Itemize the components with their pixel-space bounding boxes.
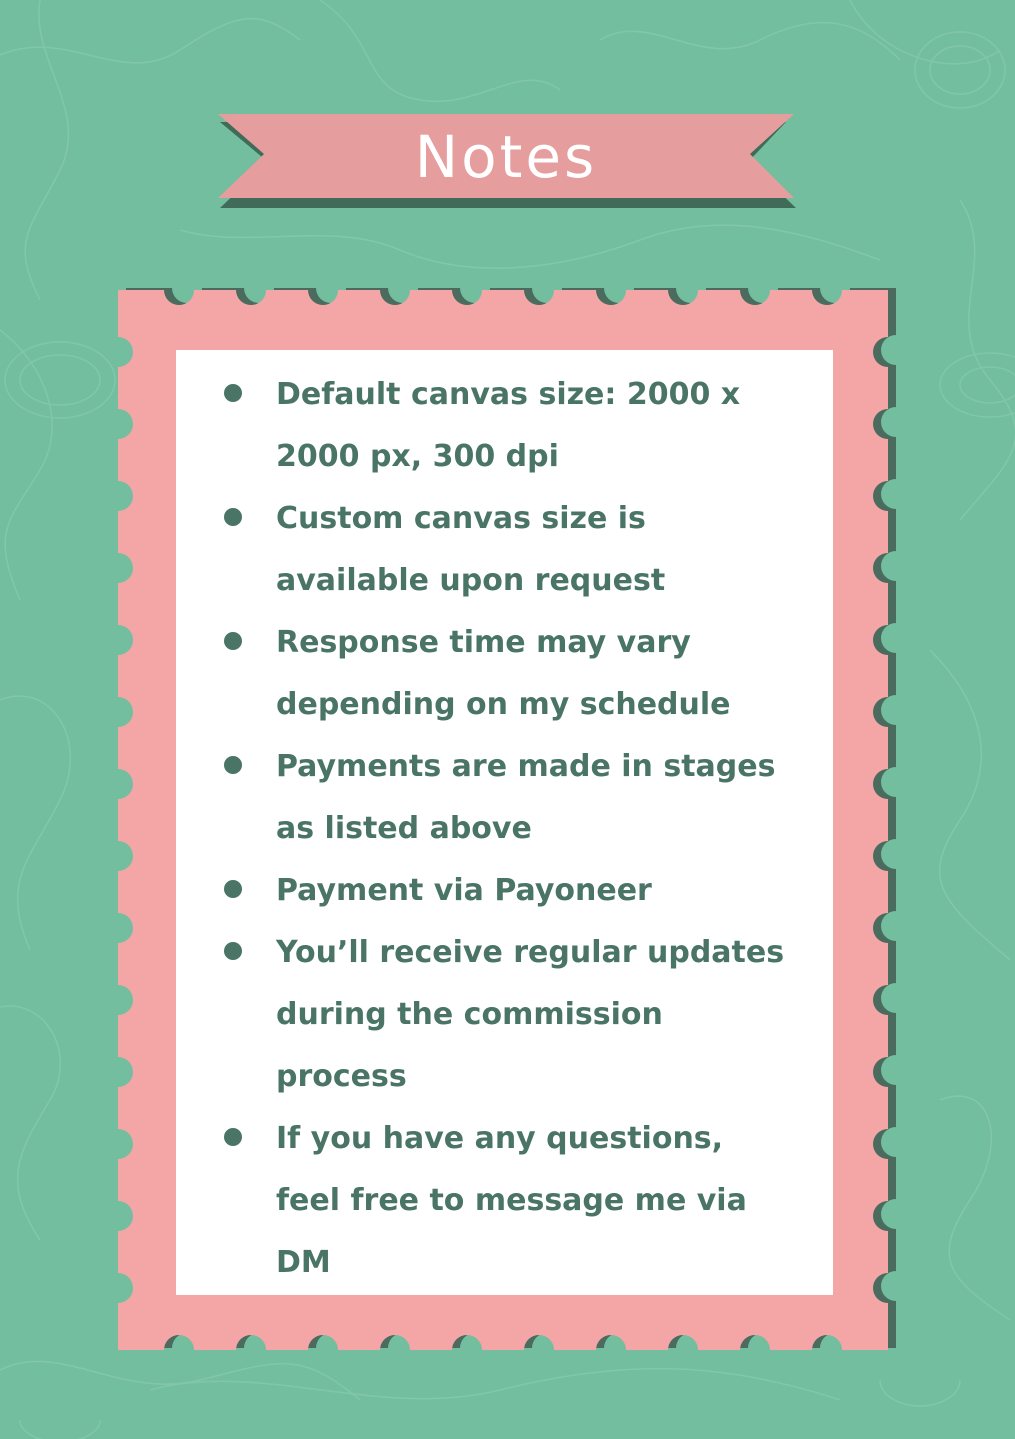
note-text: Response time may vary depending on my schedule: [276, 625, 731, 722]
bullet-icon: [224, 1128, 242, 1146]
note-text: Custom canvas size is available upon request: [276, 501, 666, 598]
note-text: Payment via Payoneer: [276, 873, 652, 908]
list-item: [276, 488, 796, 612]
note-text: Default canvas size: 2000 x 2000 px, 300 dpi: [276, 377, 741, 474]
list-item: [276, 922, 796, 1108]
list-item: [276, 364, 796, 488]
bullet-icon: [224, 384, 242, 402]
list-item: [276, 1108, 796, 1294]
note-text: Payments are made in stages as listed above: [276, 749, 776, 846]
bullet-icon: [224, 880, 242, 898]
list-item: [276, 736, 796, 860]
bullet-icon: [224, 942, 242, 960]
bullet-icon: [224, 632, 242, 650]
list-item: [276, 860, 796, 922]
list-item: [276, 612, 796, 736]
note-text: You’ll receive regular updates during the commission process: [276, 935, 785, 1094]
notes-list: [276, 364, 796, 1294]
bullet-icon: [224, 756, 242, 774]
page-title: Notes: [414, 123, 598, 191]
note-text: If you have any questions, feel free to message me via DM: [276, 1121, 747, 1280]
notes-panel: [176, 350, 833, 1295]
bullet-icon: [224, 508, 242, 526]
